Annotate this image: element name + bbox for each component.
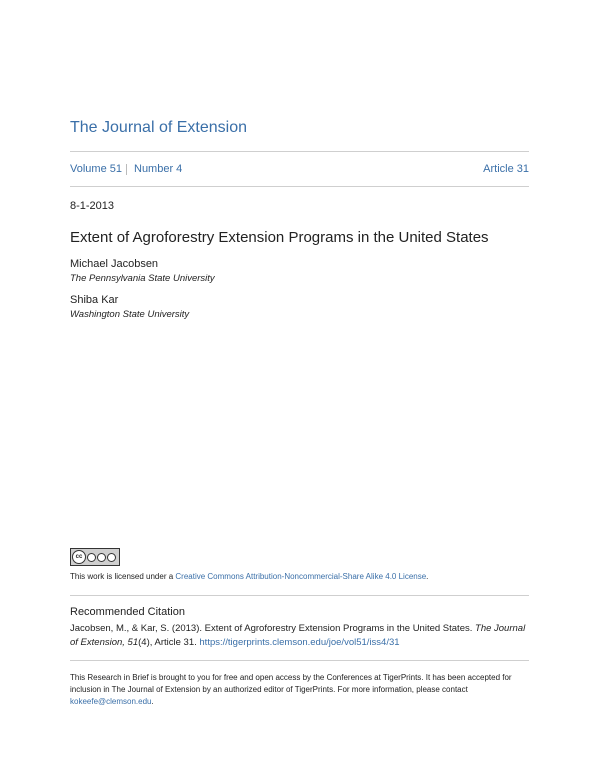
divider	[70, 151, 529, 152]
divider	[70, 186, 529, 187]
number-link[interactable]: Number 4	[134, 163, 183, 175]
divider	[70, 660, 529, 661]
access-notice: This Research in Brief is brought to you for free and open access by the Conferences at TigerPrints. It has been accepted for inclusion in The Journal of Extension by an authorized editor of TigerPrints. For more information, please contact kokeefe@clemson.edu.	[70, 673, 512, 706]
document-page	[70, 0, 529, 776]
article-link[interactable]: Article 31	[483, 163, 529, 175]
author-name: Michael Jacobsen	[70, 258, 159, 270]
attribution-icon	[87, 553, 96, 562]
article-title: Extent of Agroforestry Extension Programs in the United States	[70, 229, 489, 246]
author-affiliation: Washington State University	[70, 309, 190, 320]
author-affiliation: The Pennsylvania State University	[70, 273, 215, 284]
contact-email-link[interactable]: kokeefe@clemson.edu	[70, 697, 152, 706]
cc-logo-icon: cc	[72, 550, 86, 564]
cc-license-badge[interactable]	[70, 548, 120, 566]
license-link[interactable]: Creative Commons Attribution-Noncommercial-Share Alike 4.0 License	[175, 572, 427, 581]
citation-text: Jacobsen, M., & Kar, S. (2013). Extent of Agroforestry Extension Programs in the United States. The Journal of Extension, 51(4), Article 31. https://tigerprints.clemson.edu/joe/vol51/iss4/31	[70, 623, 526, 648]
share-alike-icon	[107, 553, 116, 562]
volume-link[interactable]: Volume 51	[70, 163, 122, 175]
citation-url-link[interactable]: https://tigerprints.clemson.edu/joe/vol51/iss4/31	[199, 637, 400, 648]
divider	[70, 595, 529, 596]
separator	[126, 164, 127, 175]
citation-heading: Recommended Citation	[70, 606, 185, 618]
issue-meta	[70, 163, 529, 177]
publication-date: 8-1-2013	[70, 200, 115, 212]
license-text: This work is licensed under a Creative Commons Attribution-Noncommercial-Share Alike 4.0 License.	[70, 572, 429, 581]
journal-title[interactable]: The Journal of Extension	[70, 119, 247, 136]
author-name: Shiba Kar	[70, 294, 119, 306]
noncommercial-icon	[97, 553, 106, 562]
